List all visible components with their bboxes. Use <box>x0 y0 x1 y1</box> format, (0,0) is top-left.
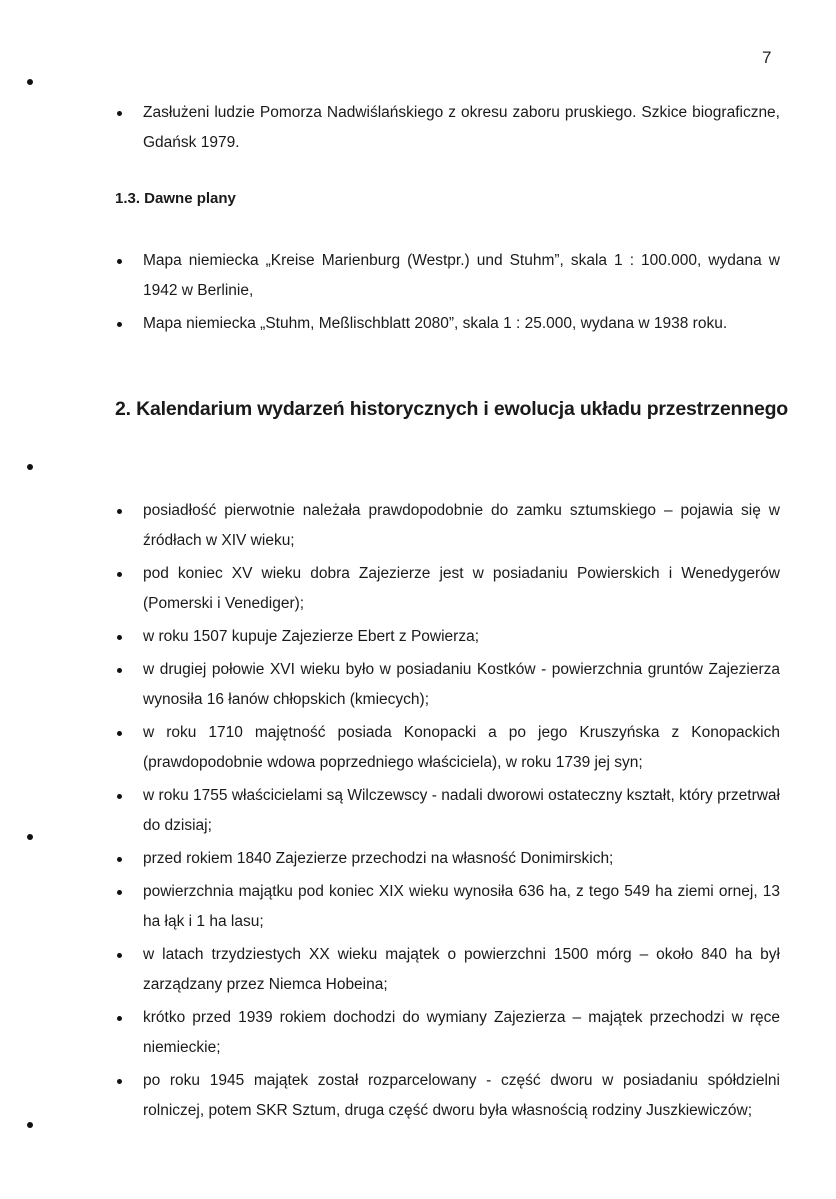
list-item: w roku 1507 kupuje Zajezierze Ebert z Powierza; <box>115 622 780 652</box>
list-item: w roku 1755 właścicielami są Wilczewscy - nadali dworowi ostateczny kształt, który przetrwał do dzisiaj; <box>115 781 780 841</box>
list-item: Zasłużeni ludzie Pomorza Nadwiślańskiego z okresu zaboru pruskiego. Szkice biograficzne, Gdańsk 1979. <box>115 98 780 158</box>
list-item: po roku 1945 majątek został rozparcelowany - część dworu w posiadaniu spółdzielni rolniczej, potem SKR Sztum, druga część dworu była własnością rodziny Juszkiewiczów; <box>115 1066 780 1126</box>
page-number: 7 <box>762 48 772 67</box>
old-maps-list <box>115 246 780 342</box>
section-heading-2: 2. Kalendarium wydarzeń historycznych i ewolucja układu przestrzennego <box>115 398 789 420</box>
bibliography-list <box>115 98 780 161</box>
list-item: krótko przed 1939 rokiem dochodzi do wymiany Zajezierza – majątek przechodzi w ręce niemieckie; <box>115 1003 780 1063</box>
list-item: Mapa niemiecka „Stuhm, Meßlischblatt 2080”, skala 1 : 25.000, wydana w 1938 roku. <box>115 309 780 339</box>
list-item: powierzchnia majątku pod koniec XIX wieku wynosiła 636 ha, z tego 549 ha ziemi ornej, 13 ha łąk i 1 ha lasu; <box>115 877 780 937</box>
section-heading-1-3: 1.3. Dawne plany <box>115 190 236 207</box>
list-item: przed rokiem 1840 Zajezierze przechodzi na własność Donimirskich; <box>115 844 780 874</box>
binding-hole-mark <box>27 1122 33 1128</box>
list-item: w latach trzydziestych XX wieku majątek o powierzchni 1500 mórg – około 840 ha był zarządzany przez Niemca Hobeina; <box>115 940 780 1000</box>
history-timeline-list <box>115 496 780 1129</box>
binding-hole-mark <box>27 79 33 85</box>
list-item: Mapa niemiecka „Kreise Marienburg (Westpr.) und Stuhm”, skala 1 : 100.000, wydana w 1942 w Berlinie, <box>115 246 780 306</box>
binding-hole-mark <box>27 464 33 470</box>
binding-hole-mark <box>27 834 33 840</box>
list-item: pod koniec XV wieku dobra Zajezierze jest w posiadaniu Powierskich i Wenedygerów (Pomerski i Venediger); <box>115 559 780 619</box>
list-item: w roku 1710 majętność posiada Konopacki a po jego Kruszyńska z Konopackich (prawdopodobnie wdowa poprzedniego właściciela), w roku 1739 jej syn; <box>115 718 780 778</box>
list-item: posiadłość pierwotnie należała prawdopodobnie do zamku sztumskiego – pojawia się w źródłach w XIV wieku; <box>115 496 780 556</box>
list-item: w drugiej połowie XVI wieku było w posiadaniu Kostków - powierzchnia gruntów Zajezierza wynosiła 16 łanów chłopskich (kmiecych); <box>115 655 780 715</box>
